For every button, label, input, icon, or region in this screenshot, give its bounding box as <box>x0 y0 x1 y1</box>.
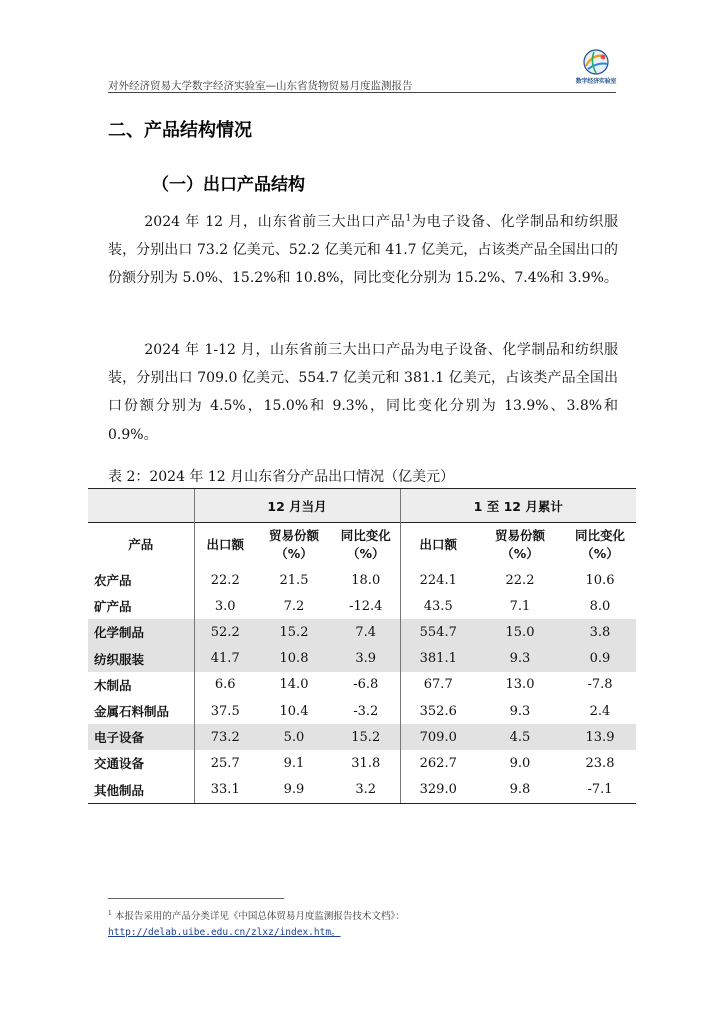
table-row <box>88 698 636 724</box>
header-title: 对外经济贸易大学数字经济实验室—山东省货物贸易月度监测报告 <box>108 80 413 92</box>
column-header-ytd-share-label: 贸易份额 <box>494 528 545 543</box>
ytd-share: 15.0 <box>476 619 564 645</box>
column-header-product: 产品 <box>88 523 194 568</box>
ytd-export: 262.7 <box>400 750 476 776</box>
ytd-share: 7.1 <box>509 598 531 614</box>
month-export: 22.2 <box>194 567 256 593</box>
month-yoy: 7.4 <box>332 619 400 645</box>
globe-logo-icon <box>574 48 618 78</box>
footnote-link-line <box>108 924 341 938</box>
footnote-reference: 1 <box>405 213 412 224</box>
month-yoy: -12.4 <box>349 598 383 614</box>
column-header-ytd-export: 出口额 <box>400 523 476 568</box>
column-header-month-share-unit: （%） <box>275 546 313 561</box>
ytd-share: 9.8 <box>476 777 564 804</box>
subsection-heading: （一）出口产品结构 <box>152 175 305 195</box>
ytd-yoy: 8.0 <box>589 598 611 614</box>
ytd-share: 22.2 <box>505 572 535 588</box>
group-header-ytd: 1 至 12 月累计 <box>400 489 636 523</box>
footnote-description: 本报告采用的产品分类详见《中国总体贸易月度监测报告技术文档》： <box>111 911 405 922</box>
ytd-export: 329.0 <box>400 777 476 804</box>
table-row <box>88 567 636 593</box>
column-header-month-share-label: 贸易份额 <box>268 528 319 543</box>
ytd-export: 224.1 <box>400 567 476 593</box>
ytd-yoy: 3.8 <box>564 619 636 645</box>
footnote-link[interactable]: http://delab.uibe.edu.cn/zlxz/index.htm <box>108 927 332 938</box>
month-yoy: 15.2 <box>332 724 400 750</box>
column-header-month-share <box>256 523 332 568</box>
table-row <box>88 672 636 698</box>
month-export: 33.1 <box>194 777 256 804</box>
month-export: 3.0 <box>194 593 256 619</box>
table-row <box>88 777 636 804</box>
table-row <box>88 724 636 750</box>
month-share: 9.9 <box>256 777 332 804</box>
product-name: 农产品 <box>94 573 132 589</box>
month-export: 25.7 <box>194 750 256 776</box>
month-share: 9.1 <box>283 755 305 771</box>
paragraph-december-part-b: 为电子设备、化学制品和纺织服装，分别出口 73.2 亿美元、52.2 亿美元和 41.7 亿美元，占该类产品全国出口的份额分别为 5.0%、15.2%和 10.8%，同比变化分别为 15.2%、7.4%和 3.9%。 <box>108 214 619 287</box>
month-yoy: -3.2 <box>353 703 379 719</box>
paragraph-december-part-a: 2024 年 12 月，山东省前三大出口产品 <box>144 214 406 230</box>
ytd-yoy: 10.6 <box>585 572 615 588</box>
ytd-yoy: 23.8 <box>585 755 615 771</box>
ytd-share: 4.5 <box>476 724 564 750</box>
column-header-ytd-share <box>476 523 564 568</box>
column-header-month-export: 出口额 <box>194 523 256 568</box>
table-body <box>88 567 636 803</box>
product-name: 金属石料制品 <box>94 704 170 720</box>
ytd-yoy: -7.1 <box>564 777 636 804</box>
column-header-month-yoy-unit: （%） <box>346 546 385 561</box>
paragraph-full-year: 2024 年 1-12 月，山东省前三大出口产品为电子设备、化学制品和纺织服装，分别出口 709.0 亿美元、554.7 亿美元和 381.1 亿美元，占该类产品全国出口份额分别为 4.5%，15.0%和 9.3%，同比变化分别为 13.9%、3.8%和 0.9%。 <box>108 342 618 443</box>
section-heading: 二、产品结构情况 <box>108 120 252 141</box>
export-table <box>88 488 636 804</box>
month-share: 15.2 <box>256 619 332 645</box>
month-yoy: 3.9 <box>332 646 400 672</box>
month-export: 37.5 <box>194 698 256 724</box>
table-group-header-row <box>88 489 636 523</box>
product-name: 其他制品 <box>88 777 194 804</box>
month-share: 21.5 <box>279 572 309 588</box>
month-yoy: 31.8 <box>351 755 381 771</box>
lab-logo <box>574 48 618 88</box>
month-share: 10.4 <box>279 703 309 719</box>
month-export: 41.7 <box>194 646 256 672</box>
ytd-yoy: -7.8 <box>587 677 613 693</box>
ytd-export: 709.0 <box>400 724 476 750</box>
footnote-link-end: 。 <box>331 927 341 938</box>
month-export: 73.2 <box>194 724 256 750</box>
table-caption: 表 2：2024 年 12 月山东省分产品出口情况（亿美元） <box>108 469 455 485</box>
ytd-export: 67.7 <box>400 672 476 698</box>
ytd-yoy: 13.9 <box>564 724 636 750</box>
table-row <box>88 646 636 672</box>
paragraph-december <box>108 208 618 293</box>
header-divider <box>108 92 616 93</box>
ytd-yoy: 2.4 <box>589 703 611 719</box>
column-header-ytd-share-unit: （%） <box>501 546 539 561</box>
product-name: 电子设备 <box>88 724 194 750</box>
ytd-yoy: 0.9 <box>564 646 636 672</box>
month-export: 6.6 <box>194 672 256 698</box>
product-name: 木制品 <box>94 677 132 693</box>
ytd-share: 9.3 <box>476 646 564 672</box>
footnote-text <box>108 908 405 922</box>
ytd-export: 352.6 <box>400 698 476 724</box>
month-yoy: 18.0 <box>351 572 381 588</box>
product-name: 化学制品 <box>88 619 194 645</box>
product-name: 矿产品 <box>94 599 132 615</box>
ytd-export: 381.1 <box>400 646 476 672</box>
month-export: 52.2 <box>194 619 256 645</box>
column-header-month-yoy-label: 同比变化 <box>340 528 391 543</box>
table-row <box>88 750 636 776</box>
group-header-month: 12 月当月 <box>194 489 400 523</box>
column-header-ytd-yoy-unit: （%） <box>581 546 619 561</box>
month-share: 10.8 <box>256 646 332 672</box>
ytd-export: 554.7 <box>400 619 476 645</box>
table-corner-cell <box>88 489 194 523</box>
column-header-ytd-yoy-label: 同比变化 <box>574 528 625 543</box>
product-name: 交通设备 <box>94 756 145 772</box>
product-name: 纺织服装 <box>88 646 194 672</box>
footnote-divider <box>108 898 284 899</box>
month-yoy: 3.2 <box>332 777 400 804</box>
ytd-share: 13.0 <box>505 677 535 693</box>
table-column-header-row <box>88 523 636 568</box>
month-share: 7.2 <box>283 598 305 614</box>
column-header-month-yoy <box>332 523 400 568</box>
month-share: 14.0 <box>279 677 309 693</box>
logo-text: 数字经济实验室 <box>575 78 617 85</box>
month-share: 5.0 <box>256 724 332 750</box>
footnote-mark: 1 <box>108 909 112 917</box>
ytd-export: 43.5 <box>400 593 476 619</box>
ytd-share: 9.0 <box>509 755 531 771</box>
month-yoy: -6.8 <box>353 677 379 693</box>
table-row <box>88 619 636 645</box>
table-row <box>88 593 636 619</box>
page-header <box>108 48 616 92</box>
column-header-ytd-yoy <box>564 523 636 568</box>
ytd-share: 9.3 <box>509 703 531 719</box>
